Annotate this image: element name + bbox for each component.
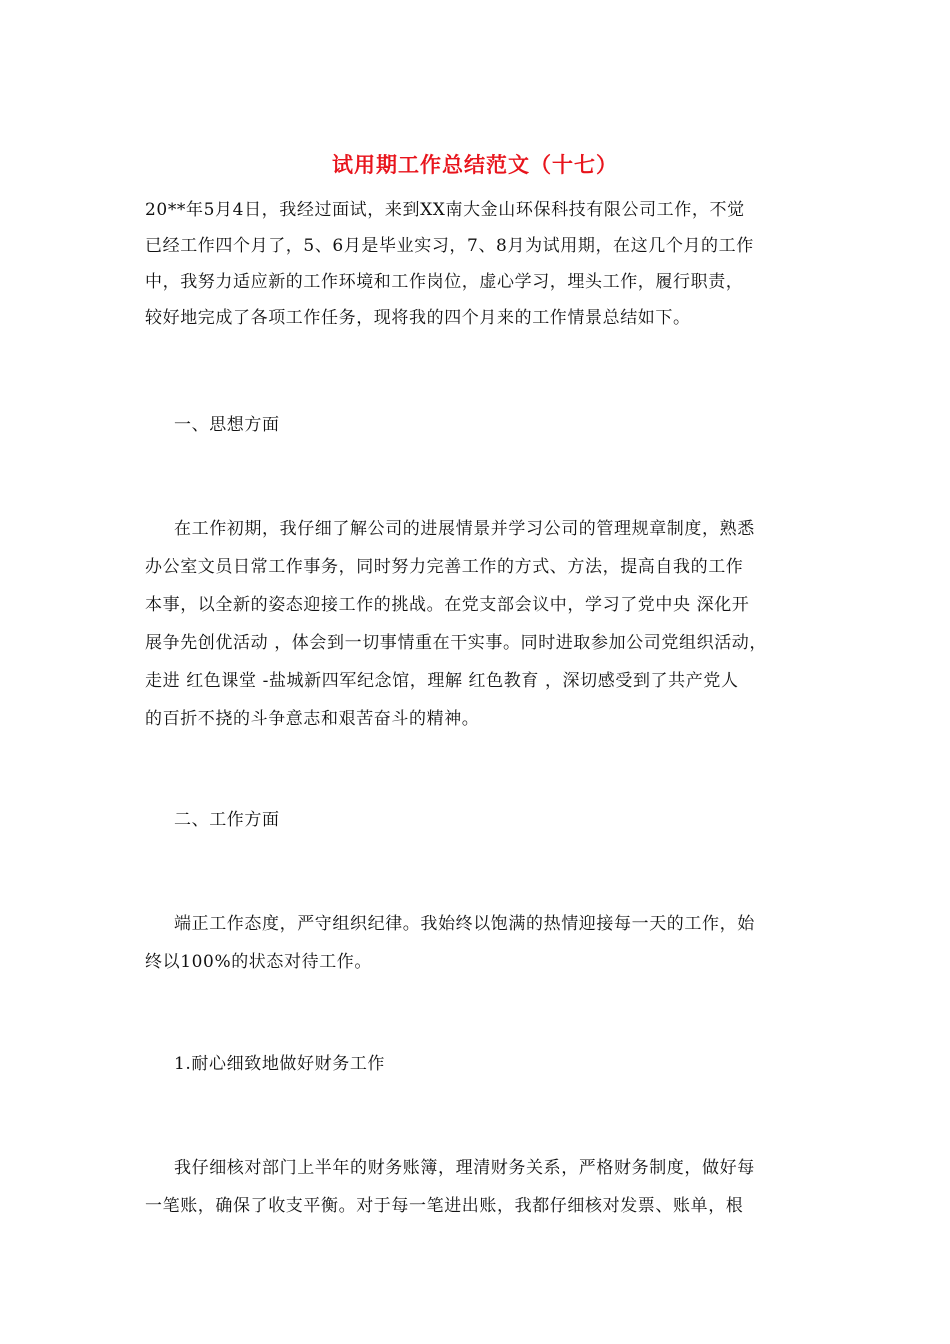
subsection-heading: 1.耐心细致地做好财务工作 xyxy=(174,1054,386,1074)
text-line: 的百折不挠的斗争意志和艰苦奋斗的精神。 xyxy=(145,709,480,729)
text-line: 我仔细核对部门上半年的财务账簿，理清财务关系，严格财务制度，做好每 xyxy=(174,1158,755,1178)
document-title: 试用期工作总结范文（十七） xyxy=(332,152,618,177)
text-line: 走进 红色课堂 -盐城新四军纪念馆，理解 红色教育 ，深切感受到了共产党人 xyxy=(145,671,739,691)
text-line: 在工作初期，我仔细了解公司的进展情景并学习公司的管理规章制度，熟悉 xyxy=(174,519,755,539)
section-heading: 一、思想方面 xyxy=(174,415,280,435)
section-heading: 二、工作方面 xyxy=(174,810,280,830)
text-line: 端正工作态度，严守组织纪律。我始终以饱满的热情迎接每一天的工作，始 xyxy=(174,914,755,934)
text-line: 中，我努力适应新的工作环境和工作岗位，虚心学习，埋头工作，履行职责， xyxy=(145,272,744,292)
text-line: 较好地完成了各项工作任务，现将我的四个月来的工作情景总结如下。 xyxy=(145,308,691,328)
text-line: 20**年5月4日，我经过面试，来到XX南大金山环保科技有限公司工作，不觉 xyxy=(145,200,745,220)
text-line: 展争先创优活动 ，体会到一切事情重在干实事。同时进取参加公司党组织活动， xyxy=(145,633,768,653)
text-line: 终以100%的状态对待工作。 xyxy=(145,952,373,972)
text-line: 已经工作四个月了，5、6月是毕业实习，7、8月为试用期，在这几个月的工作 xyxy=(145,236,754,256)
text-line: 本事，以全新的姿态迎接工作的挑战。在党支部会议中，学习了党中央 深化开 xyxy=(145,595,750,615)
text-line: 办公室文员日常工作事务，同时努力完善工作的方式、方法，提高自我的工作 xyxy=(145,557,744,577)
text-line: 一笔账，确保了收支平衡。对于每一笔进出账，我都仔细核对发票、账单，根 xyxy=(145,1196,744,1216)
